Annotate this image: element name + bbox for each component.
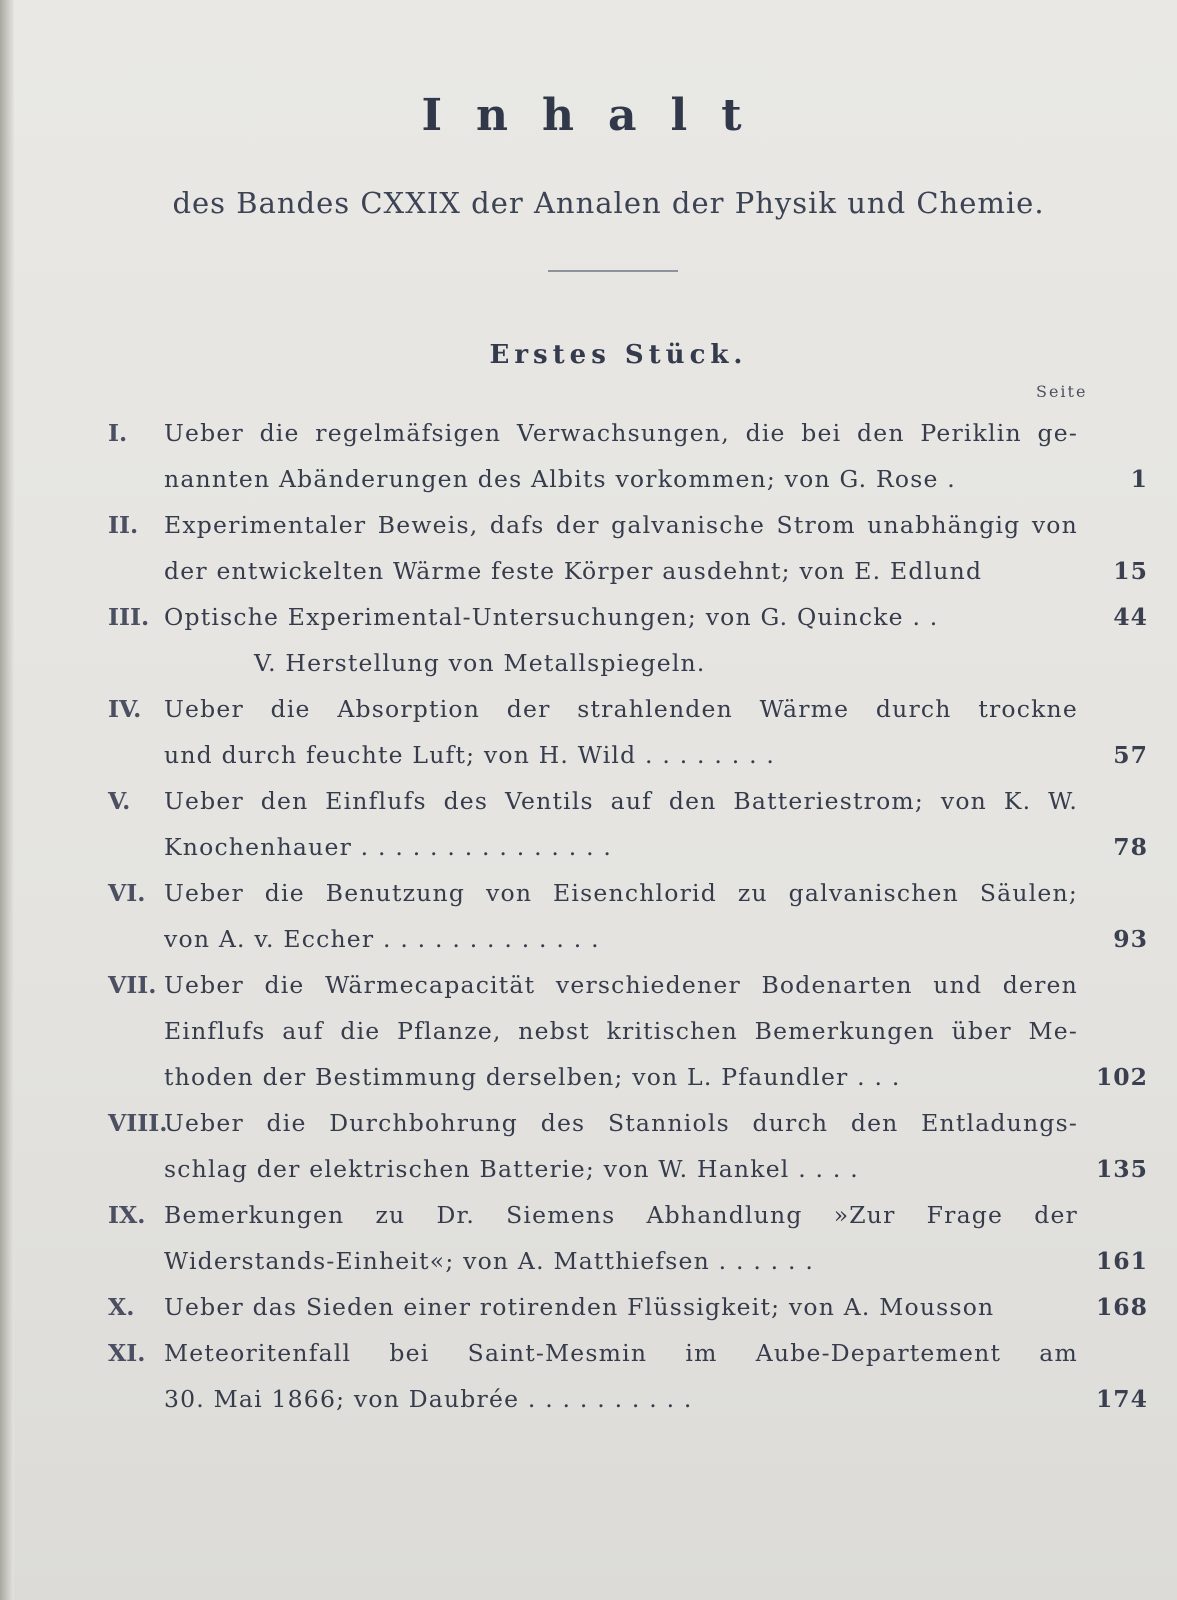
toc-entry-line <box>108 410 1148 456</box>
toc-entry <box>108 962 1148 1100</box>
page-subtitle: des Bandes CXXIX der Annalen der Physik und Chemie. <box>172 186 1045 220</box>
toc-page-number: 168 <box>1095 1293 1148 1321</box>
toc-entry <box>108 870 1148 962</box>
toc-entry-line <box>108 502 1148 548</box>
toc-entry-number: IX. <box>108 1201 146 1229</box>
toc-entry-text: V. Herstellung von Metallspiegeln. <box>254 649 706 677</box>
toc-entry-text: und durch feuchte Luft; von H. Wild . . . . . . . . <box>164 741 776 769</box>
toc-entry-line <box>108 870 1148 916</box>
toc-entry-text: Meteoritenfall bei Saint-Mesmin im Aube-Departement am <box>164 1339 1078 1367</box>
toc-entry-line <box>108 916 1148 962</box>
toc-entry <box>108 594 1148 640</box>
toc-page-number: 174 <box>1095 1385 1148 1413</box>
toc-entry-line <box>108 594 1148 640</box>
toc-entry-line <box>108 1330 1148 1376</box>
toc-entry-text: der entwickelten Wärme feste Körper ausdehnt; von E. Edlund <box>164 557 983 585</box>
toc-entry-text: schlag der elektrischen Batterie; von W. Hankel . . . . <box>164 1155 859 1183</box>
toc-page-number: 102 <box>1095 1063 1148 1091</box>
toc-entry-line <box>108 686 1148 732</box>
toc-page-number: 15 <box>1113 557 1148 585</box>
toc-entry <box>108 1100 1148 1192</box>
toc-entry <box>108 686 1148 778</box>
toc-entry-text: Knochenhauer . . . . . . . . . . . . . . . <box>164 833 613 861</box>
toc-entry-text: Optische Experimental-Untersuchungen; von G. Quincke . . <box>164 603 939 631</box>
toc-page-number: 93 <box>1113 925 1148 953</box>
page-column-label: Seite <box>1036 382 1088 401</box>
toc-entry-text: Ueber die regelmäfsigen Verwachsungen, die bei den Periklin ge- <box>164 419 1078 447</box>
toc-entry-number: IV. <box>108 695 142 723</box>
section-title: Erstes Stück. <box>489 340 748 370</box>
toc-entry-text: Ueber die Wärmecapacität verschiedener Bodenarten und deren <box>164 971 1078 999</box>
toc-entry-text: Bemerkungen zu Dr. Siemens Abhandlung »Zur Frage der <box>164 1201 1078 1229</box>
toc-entry <box>108 1192 1148 1284</box>
toc-entry-number: XI. <box>108 1339 146 1367</box>
toc-page-number: 57 <box>1113 741 1148 769</box>
title-divider <box>548 270 678 272</box>
toc-entry-line <box>108 1238 1148 1284</box>
toc-entry <box>108 1284 1148 1330</box>
toc-page-number: 1 <box>1130 465 1148 493</box>
toc-page-number: 44 <box>1113 603 1148 631</box>
toc-entry-number: V. <box>108 787 131 815</box>
toc-entry-text: Widerstands-Einheit«; von A. Matthiefsen . . . . . . <box>164 1247 815 1275</box>
toc-entry-number: II. <box>108 511 139 539</box>
toc-entry-line <box>108 1192 1148 1238</box>
toc-entry <box>108 1330 1148 1422</box>
toc-entry-line <box>108 962 1148 1008</box>
toc-entry-line <box>108 1054 1148 1100</box>
toc-entry-line <box>108 640 1148 686</box>
toc-entry-number: VI. <box>108 879 146 907</box>
toc-entry-text: Ueber die Durchbohrung des Stanniols durch den Entladungs- <box>164 1109 1078 1137</box>
toc-entry-line <box>108 1008 1148 1054</box>
toc-entry-line <box>108 456 1148 502</box>
toc-entry <box>108 502 1148 594</box>
toc-entry-text: Experimentaler Beweis, dafs der galvanische Strom unabhängig von <box>164 511 1078 539</box>
toc-entry <box>108 410 1148 502</box>
toc-entry-number: I. <box>108 419 128 447</box>
toc-entry <box>108 778 1148 870</box>
page-title: Inhalt <box>421 90 776 141</box>
toc-entry-number: VIII. <box>108 1109 168 1137</box>
toc-entry-text: nannten Abänderungen des Albits vorkommen; von G. Rose . <box>164 465 956 493</box>
toc-entry-line <box>108 778 1148 824</box>
toc-entry-text: thoden der Bestimmung derselben; von L. Pfaundler . . . <box>164 1063 901 1091</box>
toc-entry-text: Ueber das Sieden einer rotirenden Flüssigkeit; von A. Mousson <box>164 1293 995 1321</box>
table-of-contents <box>108 410 1148 1422</box>
toc-entry-text: 30. Mai 1866; von Daubrée . . . . . . . . . . <box>164 1385 693 1413</box>
toc-entry-number: X. <box>108 1293 135 1321</box>
toc-page-number: 135 <box>1095 1155 1148 1183</box>
toc-page-number: 78 <box>1113 833 1148 861</box>
toc-entry-line <box>108 1376 1148 1422</box>
toc-entry-number: III. <box>108 603 150 631</box>
toc-entry-line <box>108 1146 1148 1192</box>
page-binding-shadow <box>0 0 14 1600</box>
toc-entry-text: Einflufs auf die Pflanze, nebst kritischen Bemerkungen über Me- <box>164 1017 1078 1045</box>
toc-entry-line <box>108 1100 1148 1146</box>
toc-entry-line <box>108 548 1148 594</box>
toc-entry-line <box>108 732 1148 778</box>
toc-entry-text: Ueber den Einflufs des Ventils auf den Batteriestrom; von K. W. <box>164 787 1078 815</box>
toc-entry-number: VII. <box>108 971 157 999</box>
toc-page-number: 161 <box>1095 1247 1148 1275</box>
toc-entry <box>108 640 1148 686</box>
toc-entry-line <box>108 1284 1148 1330</box>
toc-entry-text: Ueber die Benutzung von Eisenchlorid zu galvanischen Säulen; <box>164 879 1078 907</box>
toc-entry-line <box>108 824 1148 870</box>
toc-entry-text: Ueber die Absorption der strahlenden Wärme durch trockne <box>164 695 1078 723</box>
toc-entry-text: von A. v. Eccher . . . . . . . . . . . . . <box>164 925 600 953</box>
